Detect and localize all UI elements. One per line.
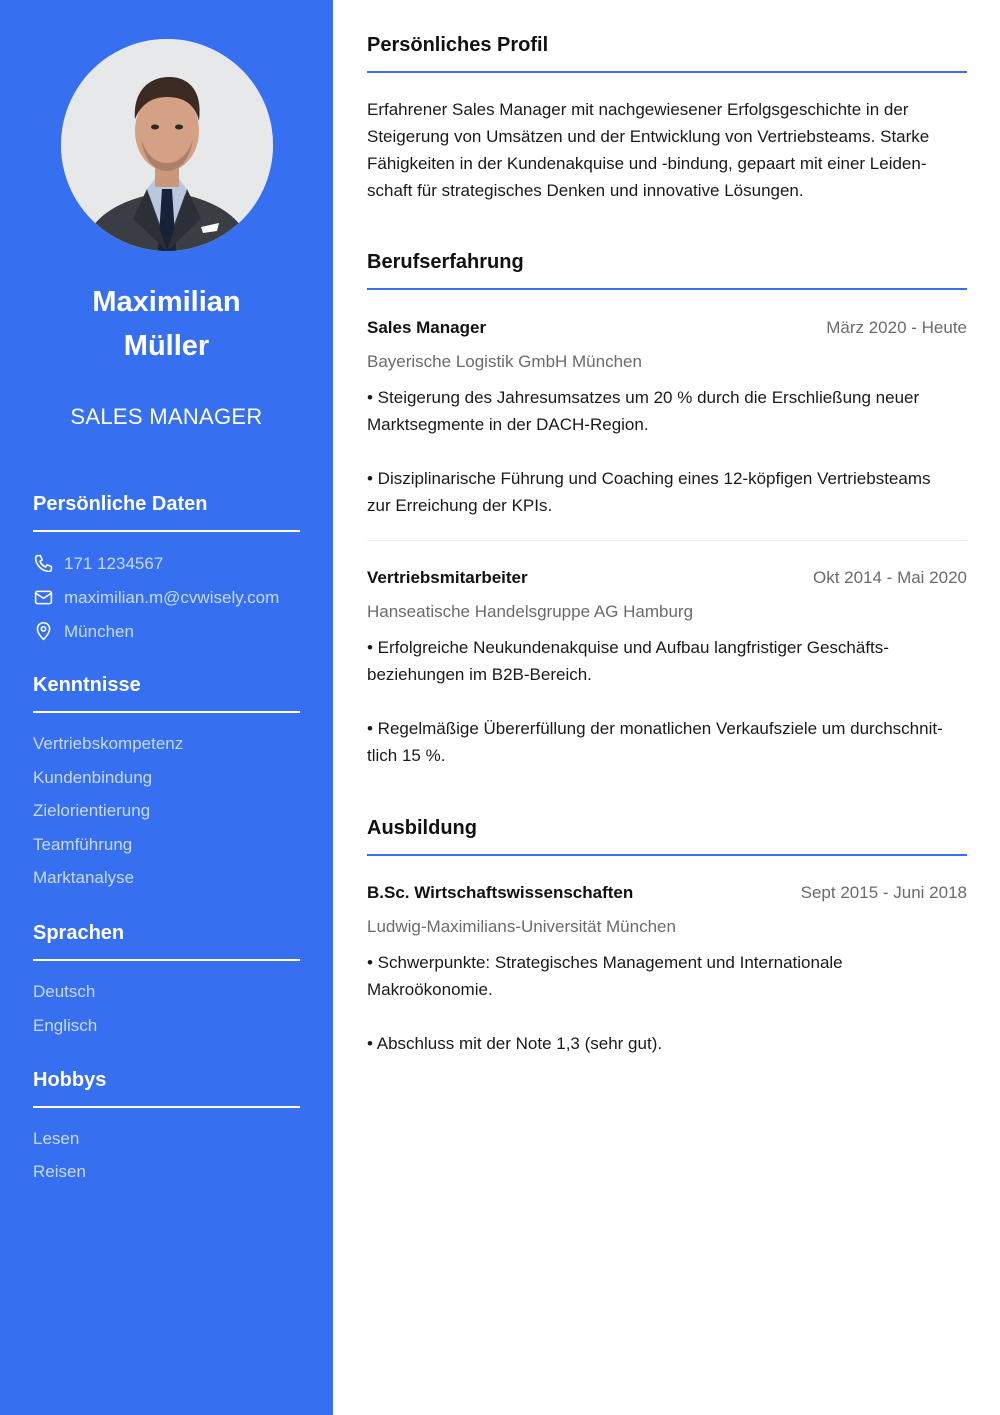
- job-date-1: März 2020 - Heute: [826, 318, 967, 337]
- profile-rule: [367, 71, 967, 73]
- location-text: München: [64, 621, 134, 641]
- profile-photo: [61, 39, 273, 251]
- name-last: Müller: [123, 330, 210, 362]
- job-bullet: [367, 634, 967, 688]
- education-heading: Ausbildung: [367, 817, 477, 839]
- candidate-name: [0, 280, 333, 368]
- experience-rule: [367, 288, 967, 290]
- education-rule: [367, 854, 967, 856]
- skill-item: Zielorientierung: [33, 801, 151, 820]
- profile-heading: Persönliches Profil: [367, 34, 549, 56]
- profile-text: [367, 96, 967, 204]
- email-text: maximilian.m@cvwisely.com: [64, 587, 280, 607]
- job-bullet: [367, 715, 967, 769]
- bullet-line: Marktsegmente in der DACH-Region.: [367, 415, 649, 434]
- profile-line: Steigerung von Umsätzen und der Entwicklung von Vertriebsteams. Starke: [367, 127, 930, 146]
- skill-item: Teamführung: [33, 835, 133, 854]
- phone-text: 171 1234567: [64, 553, 164, 573]
- location-pin-icon: [33, 621, 54, 642]
- bullet-line: tlich 15 %.: [367, 746, 446, 765]
- bullet-line: • Disziplinarische Führung und Coaching eines 12-köpfigen Vertriebsteams: [367, 469, 931, 488]
- profile-line: Fähigkeiten in der Kundenakquise und -bindung, gepaart mit einer Leiden-: [367, 154, 927, 173]
- job-divider: [367, 540, 967, 541]
- languages-rule: [33, 959, 300, 961]
- hobby-item: Reisen: [33, 1162, 86, 1181]
- job-title: SALES MANAGER: [70, 404, 263, 429]
- job-bullet: [367, 465, 967, 519]
- degree-date: Sept 2015 - Juni 2018: [800, 883, 967, 902]
- bullet-line: Makroökonomie.: [367, 980, 493, 999]
- bullet-line: • Erfolgreiche Neukundenakquise und Aufbau langfristiger Geschäfts-: [367, 638, 889, 657]
- education-bullet: [367, 949, 967, 1003]
- bullet-line: beziehungen im B2B-Bereich.: [367, 665, 592, 684]
- job-title-2: Vertriebsmitarbeiter: [367, 568, 528, 587]
- bullet-line: zur Erreichung der KPIs.: [367, 496, 553, 515]
- hobby-item: Lesen: [33, 1129, 80, 1148]
- main-content: [367, 0, 967, 1415]
- phone-icon: [33, 553, 54, 574]
- job-title-1: Sales Manager: [367, 318, 487, 337]
- skill-item: Marktanalyse: [33, 868, 135, 887]
- skill-item: Vertriebskompetenz: [33, 734, 184, 753]
- contact-phone: [33, 553, 163, 574]
- university-name: Ludwig-Maximilians-Universität München: [367, 917, 676, 936]
- sidebar: [0, 0, 333, 1415]
- personal-data-rule: [33, 530, 300, 532]
- contact-location: [33, 621, 134, 642]
- name-first: Maximilian: [92, 286, 241, 318]
- languages-heading: Sprachen: [33, 922, 125, 944]
- bullet-line: • Schwerpunkte: Strategisches Management und Internationale: [367, 953, 843, 972]
- job-company-2: Hanseatische Handelsgruppe AG Hamburg: [367, 602, 694, 621]
- experience-heading: Berufserfahrung: [367, 251, 524, 273]
- portrait-image: [61, 39, 273, 251]
- profile-line: Erfahrener Sales Manager mit nachgewiesener Erfolgsgeschichte in der: [367, 100, 909, 119]
- mail-icon: [33, 587, 54, 608]
- degree-title: B.Sc. Wirtschaftswissenschaften: [367, 883, 634, 902]
- contact-email: [33, 587, 279, 608]
- job-company-1: Bayerische Logistik GmbH München: [367, 352, 642, 371]
- hobbies-heading: Hobbys: [33, 1069, 107, 1091]
- skill-item: Kundenbindung: [33, 768, 153, 787]
- bullet-line: • Abschluss mit der Note 1,3 (sehr gut).: [367, 1034, 663, 1053]
- profile-line: schaft für strategisches Denken und innovative Lösungen.: [367, 181, 804, 200]
- bullet-line: • Regelmäßige Übererfüllung der monatlichen Verkaufsziele um durchschnit-: [367, 719, 943, 738]
- language-item: Deutsch: [33, 982, 96, 1001]
- personal-data-heading: Persönliche Daten: [33, 493, 208, 515]
- education-bullet: [367, 1030, 967, 1057]
- bullet-line: • Steigerung des Jahresumsatzes um 20 % durch die Erschließung neuer: [367, 388, 920, 407]
- job-date-2: Okt 2014 - Mai 2020: [812, 568, 967, 587]
- skills-heading: Kenntnisse: [33, 674, 141, 696]
- hobbies-rule: [33, 1106, 300, 1108]
- job-bullet: [367, 384, 967, 438]
- language-item: Englisch: [33, 1016, 98, 1035]
- skills-rule: [33, 711, 300, 713]
